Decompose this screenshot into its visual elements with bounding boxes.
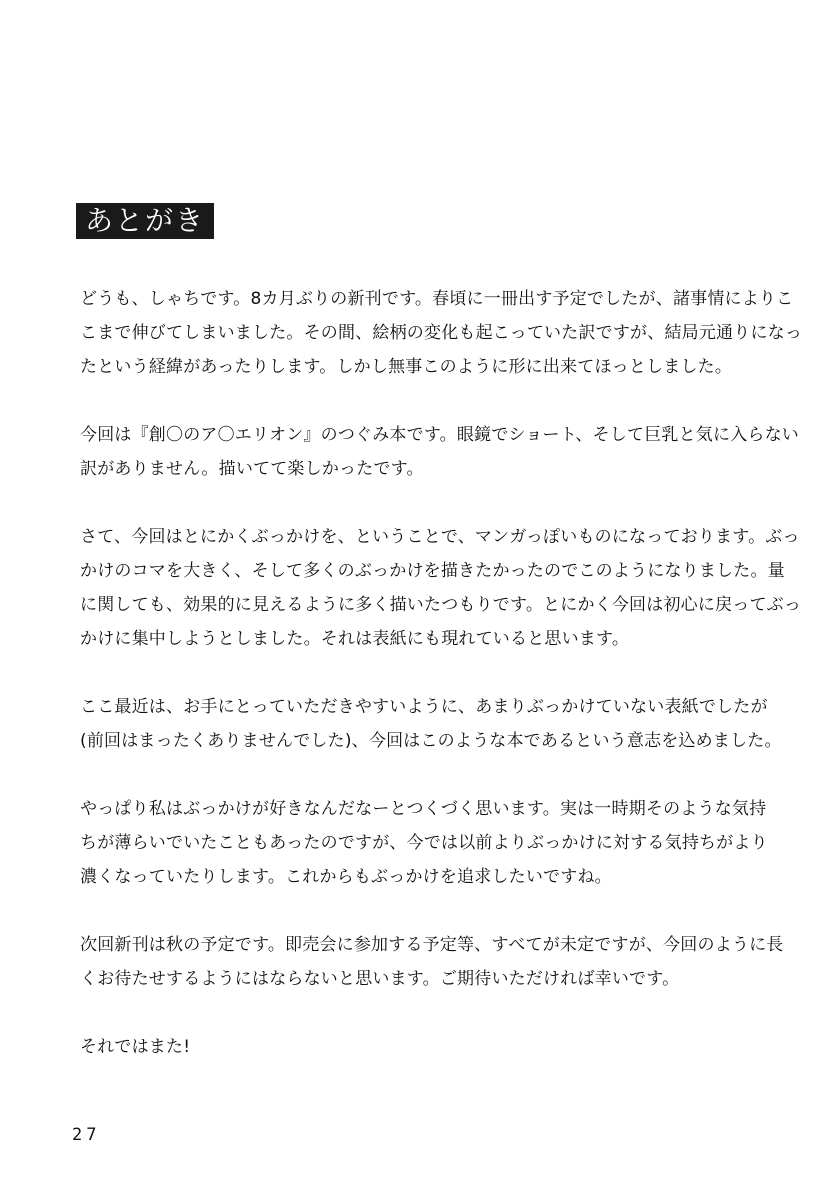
text-line: それではまた! [80, 1037, 191, 1057]
text-line: ちが薄らいでいたこともあったのですが、今では以前よりぶっかけに対する気持ちがより [80, 833, 768, 853]
text-line: 濃くなっていたりします。これからもぶっかけを追求したいですね。 [80, 867, 612, 887]
paragraph-6 [80, 928, 784, 996]
text-line: さて、今回はとにかくぶっかけを、ということで、マンガっぽいものになっております。ぶっ [80, 527, 800, 547]
afterword-heading: あとがき [76, 203, 214, 239]
text-line: 今回は『創〇のア〇エリオン』のつぐみ本です。眼鏡でショート、そして巨乳と気に入らない [80, 425, 799, 445]
page-number: 27 [72, 1125, 101, 1145]
text-line: ここ最近は、お手にとっていただきやすいように、あまりぶっかけていない表紙でしたが [80, 697, 768, 717]
text-line: やっぱり私はぶっかけが好きなんだなーとつくづく思います。実は一時期そのような気持 [80, 799, 767, 819]
text-line: 次回新刊は秋の予定です。即売会に参加する予定等、すべてが未定ですが、今回のように長 [80, 935, 784, 955]
text-line: どうも、しゃちです。8カ月ぶりの新刊です。春頃に一冊出す予定でしたが、諸事情によりこ [80, 289, 794, 309]
text-line: かけに集中しようとしました。それは表紙にも現れていると思います。 [80, 629, 630, 649]
text-line: くお待たせするようにはならないと思います。ご期待いただければ幸いです。 [80, 969, 680, 989]
text-line: こまで伸びてしまいました。その間、絵柄の変化も起こっていた訳ですが、結局元通りになっ [80, 323, 803, 343]
text-line: 訳がありません。描いてて楽しかったです。 [80, 459, 424, 479]
paragraph-1 [80, 282, 803, 384]
paragraph-5 [80, 792, 780, 894]
paragraph-2 [80, 418, 799, 486]
afterword-body [80, 282, 803, 1098]
paragraph-3 [80, 520, 802, 656]
text-line: たという経緯があったりします。しかし無事このように形に出来てほっとしました。 [80, 357, 733, 377]
text-line: かけのコマを大きく、そして多くのぶっかけを描きたかったのでこのようになりました。量 [80, 561, 785, 581]
text-line: に関しても、効果的に見えるように多く描いたつもりです。とにかく今回は初心に戻ってぶっ [80, 595, 802, 615]
paragraph-4 [80, 690, 780, 758]
paragraph-7 [80, 1030, 780, 1064]
text-line: (前回はまったくありませんでした)、今回はこのような本であるという意志を込めました。 [80, 731, 782, 751]
